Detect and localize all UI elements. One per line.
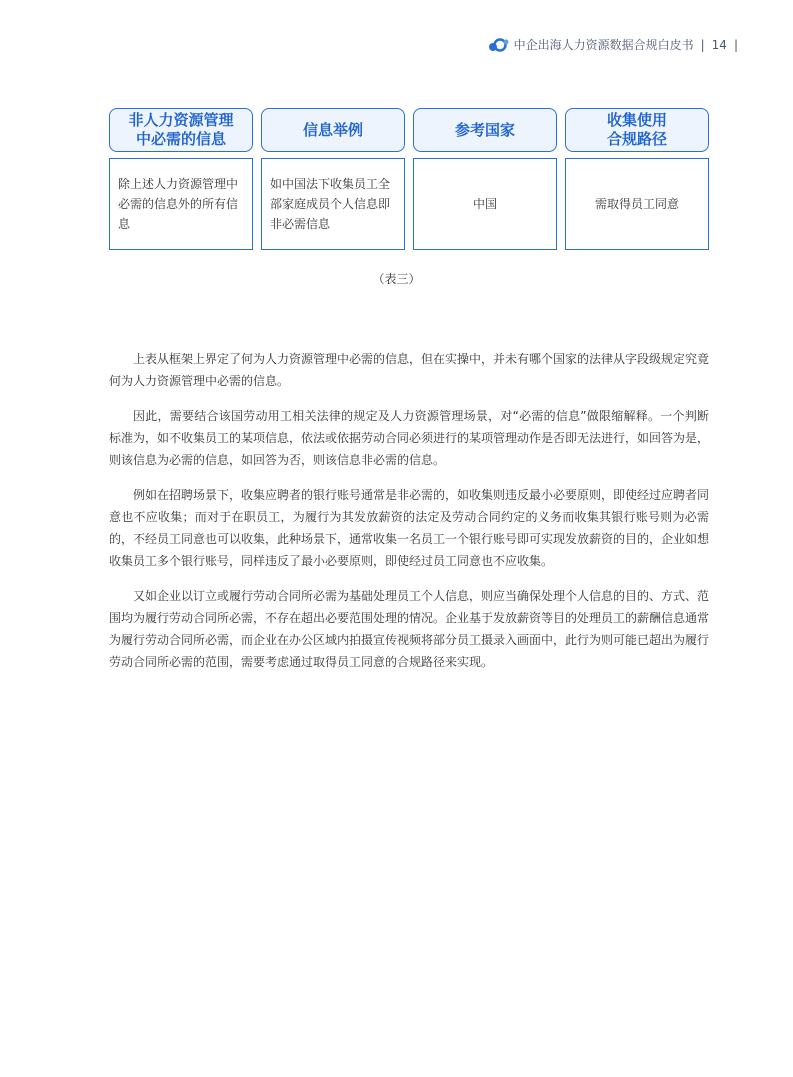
page-number: 14 bbox=[711, 37, 727, 52]
header-divider: | bbox=[700, 37, 705, 52]
paragraph: 又如企业以订立或履行劳动合同所必需为基础处理员工个人信息，则应当确保处理个人信息的目的、方式、范围均为履行劳动合同所必需，不存在超出必要范围处理的情况。企业基于发放薪资等目的处理员工的薪酬信息通常为履行劳动合同所必需，而企业在办公区域内拍摄宣传视频将部分员工摄录入画面中，此行为则可能已超出为履行劳动合同所必需的范围，需要考虑通过取得员工同意的合规路径来实现。 bbox=[109, 589, 710, 669]
body-text bbox=[109, 348, 709, 686]
page-header bbox=[488, 36, 745, 53]
document-title: 中企出海人力资源数据合规白皮书 bbox=[513, 38, 694, 52]
paragraph: 因此，需要结合该国劳动用工相关法律的规定及人力资源管理场景，对“必需的信息”做限缩解释。一个判断标准为，如不收集员工的某项信息，依法或依据劳动合同必须进行的某项管理动作是否即无法进行，如回答为是，则该信息为必需的信息，如回答为否，则该信息非必需的信息。 bbox=[109, 409, 710, 467]
info-table bbox=[109, 108, 709, 250]
table-header-cell: 收集使用 合规路径 bbox=[565, 108, 709, 152]
brand-logo-icon bbox=[488, 38, 510, 52]
table-caption: （表三） bbox=[372, 272, 421, 286]
table-header-cell: 信息举例 bbox=[261, 108, 405, 152]
table-cell: 如中国法下收集员工全部家庭成员个人信息即非必需信息 bbox=[261, 158, 405, 250]
table-cell: 需取得员工同意 bbox=[565, 158, 709, 250]
header-divider-end: | bbox=[733, 37, 738, 52]
paragraph: 例如在招聘场景下，收集应聘者的银行账号通常是非必需的，如收集则违反最小必要原则，即使经过应聘者同意也不应收集；而对于在职员工，为履行为其发放薪资的法定及劳动合同约定的义务而收集其银行账号则为必需的，不经员工同意也可以收集，此种场景下，通常收集一名员工一个银行账号即可实现发放薪资的目的，企业如想收集员工多个银行账号，同样违反了最小必要原则，即使经过员工同意也不应收集。 bbox=[109, 488, 710, 568]
table-header-cell: 参考国家 bbox=[413, 108, 557, 152]
table-cell: 中国 bbox=[413, 158, 557, 250]
paragraph: 上表从框架上界定了何为人力资源管理中必需的信息，但在实操中，并未有哪个国家的法律从字段级规定究竟何为人力资源管理中必需的信息。 bbox=[109, 352, 710, 388]
table-header-cell: 非人力资源管理 中必需的信息 bbox=[109, 108, 253, 152]
table-cell: 除上述人力资源管理中必需的信息外的所有信息 bbox=[109, 158, 253, 250]
